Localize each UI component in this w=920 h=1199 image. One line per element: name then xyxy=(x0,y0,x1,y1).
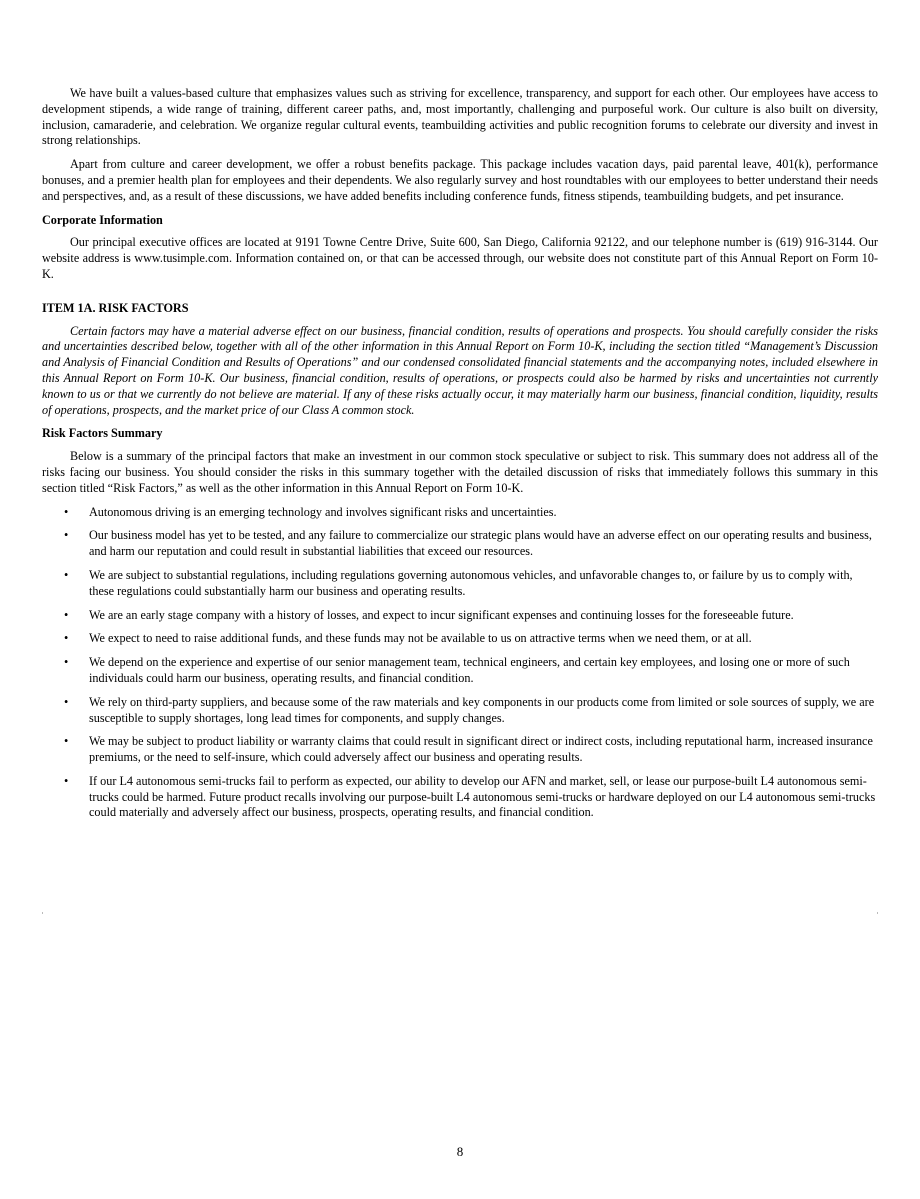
risk-summary-intro: Below is a summary of the principal factors that make an investment in our common stock speculative or subject to risk. This summary does not address all of the risks facing our business. You should consider the risks in this summary together with the detailed discussion of risks that immediately follows this summary in this section titled “Risk Factors,” as well as the other information in this Annual Report on Form 10-K. xyxy=(42,449,878,495)
bullet-icon: • xyxy=(64,567,69,582)
risk-summary-item-text: We rely on third-party suppliers, and because some of the raw materials and key components in our products come from limited or sole sources of supply, we are susceptible to supply shortages, long lead times for components, and supply changes. xyxy=(89,694,875,725)
bullet-icon: • xyxy=(64,631,69,646)
risk-summary-item-text: We expect to need to raise additional funds, and these funds may not be available to us on attractive terms when we need them, or at all. xyxy=(89,631,752,646)
risk-summary-item xyxy=(42,568,878,600)
page-corner-mark-right xyxy=(877,912,878,914)
risk-factors-heading: ITEM 1A. RISK FACTORS xyxy=(42,300,189,315)
risk-summary-item-text: We may be subject to product liability or warranty claims that could result in significant direct or indirect costs, including reputational harm, increased insurance premiums, or the need to self-insure, which could adversely affect our business and operating results. xyxy=(89,734,873,765)
risk-summary-item xyxy=(42,608,878,624)
risk-factors-intro: Certain factors may have a material adverse effect on our business, financial condition, results of operations and prospects. You should carefully consider the risks and uncertainties described below, together with all of the other information in this Annual Report on Form 10-K, including the section titled “Management’s Discussion and Analysis of Financial Condition and Results of Operations” and our condensed consolidated financial statements and the accompanying notes, included elsewhere in this Annual Report on Form 10-K. Our business, financial condition, results of operations, or prospects could also be harmed by risks and uncertainties not currently known to us or that we currently do not believe are material. If any of these risks actually occur, it may materially harm our business, financial condition, liquidity, results of operations, prospects, and the market price of our Class A common stock. xyxy=(42,323,878,417)
risk-summary-item-text: We depend on the experience and expertise of our senior management team, technical engineers, and certain key employees, and losing one or more of such individuals could harm our business, operating results, and financial condition. xyxy=(89,655,850,685)
bullet-icon: • xyxy=(64,528,69,543)
risk-summary-item-text: We are subject to substantial regulations, including regulations governing autonomous vehicles, and unfavorable changes to, or failure by us to comply with, these regulations could substantially harm our business and operating results. xyxy=(89,567,853,598)
document-page xyxy=(42,86,878,829)
risk-summary-list xyxy=(42,505,878,822)
benefits-paragraph: Apart from culture and career development, we offer a robust benefits package. This package includes vacation days, paid parental leave, 401(k), performance bonuses, and a premier health plan for employees and their dependents. We also regularly survey and host roundtables with our employees to better understand their needs and perspectives, and, as a result of these discussions, we have added benefits including conference funds, fitness stipends, teambuilding budgets, and pet insurance. xyxy=(42,157,878,203)
risk-summary-item xyxy=(42,734,878,766)
bullet-icon: • xyxy=(64,734,69,749)
risk-summary-item-text: We are an early stage company with a history of losses, and expect to incur significant expenses and continuing losses for the foreseeable future. xyxy=(89,607,794,622)
risk-summary-item xyxy=(42,528,878,560)
risk-summary-item-text: If our L4 autonomous semi-trucks fail to perform as expected, our ability to develop our AFN and market, sell, or lease our purpose-built L4 autonomous semi-trucks could be harmed. Future product recalls involving our purpose-built L4 autonomous semi-trucks or hardware deployed on our L4 autonomous semi-trucks could materially and adversely affect our business, prospects, operating results, and financial condition. xyxy=(89,773,876,820)
corporate-info-paragraph: Our principal executive offices are located at 9191 Towne Centre Drive, Suite 600, San Diego, California 92122, and our telephone number is (619) 916-3144. Our website address is www.tusimple.com. Information contained on, or that can be accessed through, our website does not constitute part of this Annual Report on Form 10-K. xyxy=(42,235,878,281)
risk-summary-item xyxy=(42,774,878,821)
culture-paragraph: We have built a values-based culture that emphasizes values such as striving for excellence, transparency, and support for each other. Our employees have access to development stipends, a wide range of training, different career paths, and, most importantly, challenging and purposeful work. Our culture is also built on diversity, inclusion, camaraderie, and celebration. We organize regular cultural events, teambuilding activities and public recognition forums to celebrate our diversity and invest in strong relationships. xyxy=(42,86,878,148)
bullet-icon: • xyxy=(64,504,69,519)
risk-summary-item xyxy=(42,631,878,647)
risk-summary-heading: Risk Factors Summary xyxy=(42,426,163,441)
bullet-icon: • xyxy=(64,694,69,709)
risk-summary-item xyxy=(42,655,878,687)
page-corner-mark-left xyxy=(42,912,43,914)
risk-summary-item-text: Autonomous driving is an emerging technology and involves significant risks and uncertainties. xyxy=(89,504,557,519)
page-number: 8 xyxy=(456,1144,464,1159)
bullet-icon: • xyxy=(64,655,69,670)
risk-summary-item xyxy=(42,695,878,727)
risk-summary-item-text: Our business model has yet to be tested, and any failure to commercialize our strategic plans would have an adverse effect on our operating results and business, and harm our reputation and could result in substantial liabilities that exceed our resources. xyxy=(89,528,872,559)
bullet-icon: • xyxy=(64,607,69,622)
risk-summary-item xyxy=(42,505,878,521)
bullet-icon: • xyxy=(64,773,69,788)
corporate-info-heading: Corporate Information xyxy=(42,212,163,227)
